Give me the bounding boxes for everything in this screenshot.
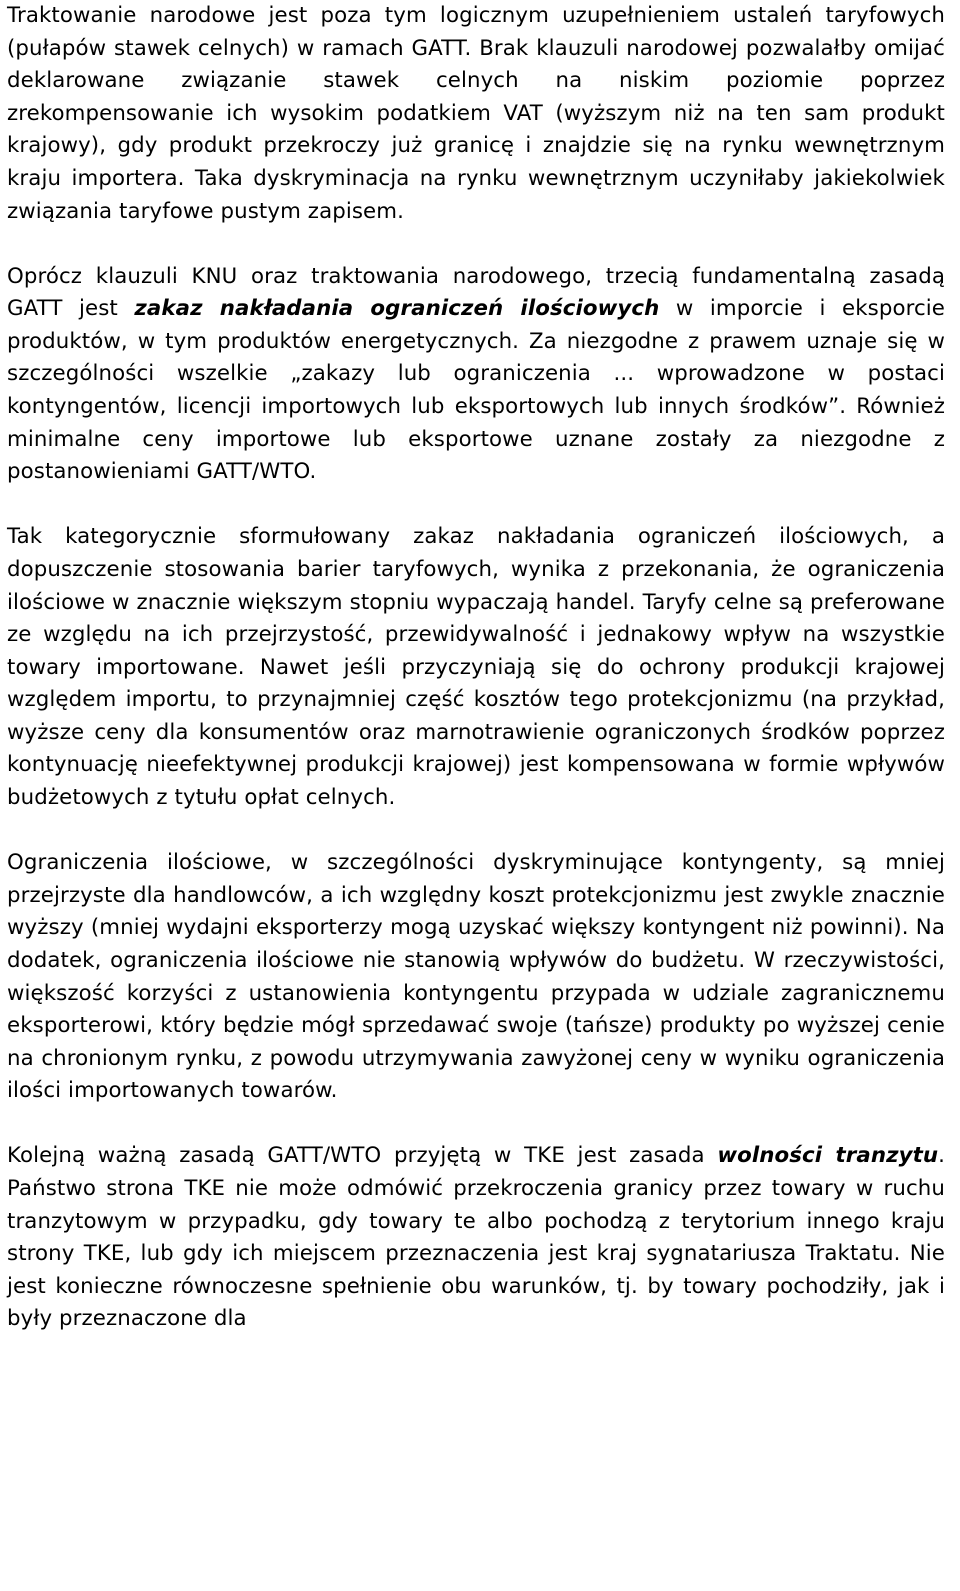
paragraph-quota-costs (7, 847, 945, 1108)
paragraph-text: w imporcie i eksporcie produktów, w tym produktów energetycznych. Za niezgodne z prawem uznaje się w szczególności wszelkie „zakazy lub ograniczenia ... wprowadzone w postaci kontyngentów, licencji importowych lub eksportowych lub innych środków”. Również minimalne ceny importowe lub eksportowe uznane zostały za niezgodne z postanowieniami GATT/WTO. (7, 296, 945, 485)
paragraph-text: Kolejną ważną zasadą GATT/WTO przyjętą w TKE jest zasada (7, 1143, 718, 1169)
paragraph-freedom-of-transit (7, 1140, 945, 1336)
paragraph-text: Traktowanie narodowe jest poza tym logicznym uzupełnieniem ustaleń taryfowych (pułapów stawek celnych) w ramach GATT. Brak klauzuli narodowej pozwalałby omijać deklarowane związanie stawek celnych na niskim poziomie poprzez zrekompensowanie ich wysokim podatkiem VAT (wyższym niż na ten sam produkt krajowy), gdy produkt przekroczy już granicę i znajdzie się na rynku wewnętrznym kraju importera. Taka dyskryminacja na rynku wewnętrznym uczyniłaby jakiekolwiek związania taryfowe pustym zapisem. (7, 3, 945, 224)
paragraph-quantitative-restrictions (7, 261, 945, 489)
emphasized-term: zakaz nakładania ograniczeń ilościowych (134, 296, 660, 322)
paragraph-tariff-preference (7, 521, 945, 814)
paragraph-text: Tak kategorycznie sformułowany zakaz nakładania ograniczeń ilościowych, a dopuszczenie stosowania barier taryfowych, wynika z przekonania, że ograniczenia ilościowe w znacznie większym stopniu wypaczają handel. Taryfy celne są preferowane ze względu na ich przejrzystość, przewidywalność i jednakowy wpływ na wszystkie towary importowane. Nawet jeśli przyczyniają się do ochrony produkcji krajowej względem importu, to przynajmniej część kosztów tego protekcjonizmu (na przykład, wyższe ceny dla konsumentów oraz marnotrawienie ograniczonych środków poprzez kontynuację nieefektywnej produkcji krajowej) jest kompensowana w formie wpływów budżetowych z tytułu opłat celnych. (7, 524, 945, 811)
paragraph-text: Ograniczenia ilościowe, w szczególności dyskryminujące kontyngenty, są mniej przejrzyste dla handlowców, a ich względny koszt protekcjonizmu jest zwykle znacznie wyższy (mniej wydajni eksporterzy mogą uzyskać większy kontyngent niż powinni). Na dodatek, ograniczenia ilościowe nie stanowią wpływów do budżetu. W rzeczywistości, większość korzyści z ustanowienia kontyngentu przypada w udziale zagranicznemu eksporterowi, który będzie mógł sprzedawać swoje (tańsze) produkty po wyższej cenie na chronionym rynku, z powodu utrzymywania zawyżonej ceny w wyniku ograniczenia ilości importowanych towarów. (7, 850, 945, 1104)
paragraph-text: Oprócz klauzuli KNU oraz traktowania narodowego, trzecią fundamentalną zasadą GATT jest (7, 263, 945, 322)
paragraph-national-treatment (7, 0, 945, 228)
emphasized-term: wolności tranzytu (717, 1143, 939, 1169)
document-page (7, 0, 945, 1336)
paragraph-text: . Państwo strona TKE nie może odmówić przekroczenia granicy przez towary w ruchu tranzytowym w przypadku, gdy towary te albo pochodzą z terytorium innego kraju strony TKE, lub gdy ich miejscem przeznaczenia jest kraj sygnatariusza Traktatu. Nie jest konieczne równoczesne spełnienie obu warunków, tj. by towary pochodziły, jak i były przeznaczone dla (7, 1143, 945, 1332)
